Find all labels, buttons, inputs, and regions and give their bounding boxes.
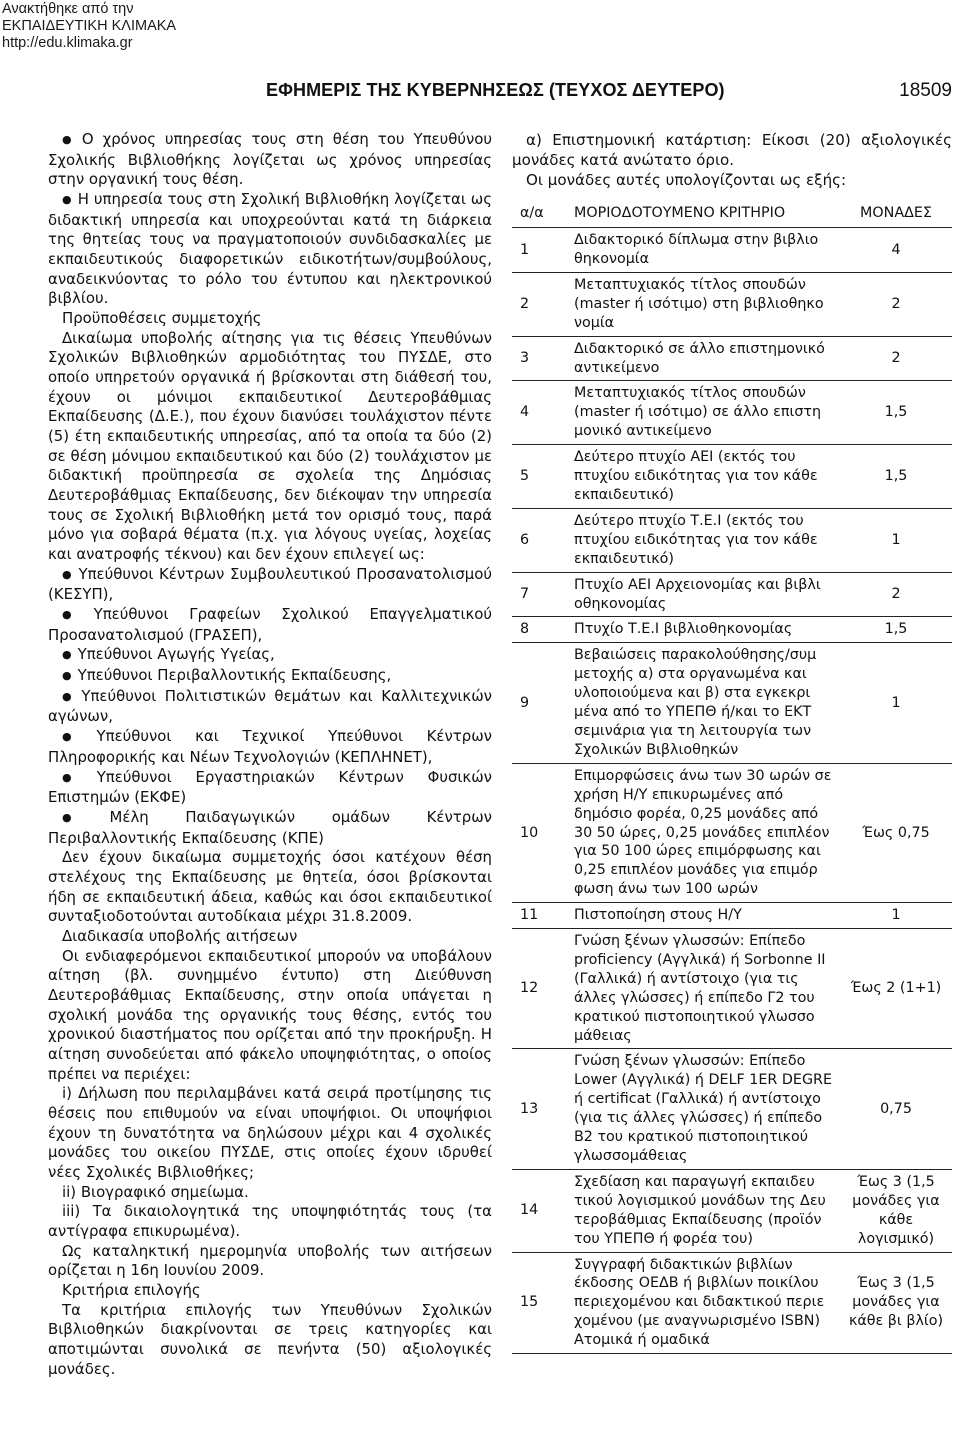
table-row — [512, 272, 952, 336]
paragraph: Δικαίωμα υποβολής αίτησης για τις θέσεις Υπευθύνων Σχολικών Βιβλιοθηκών αρμοδιότητας του ΠΥΣΔΕ, στο οποίο υπηρετούν οργανικά ή βρίσκονται στη διάθεσή του, έχουν οι μόνιμοι εκπαιδευτικοί Δευτεροβάθμιας Εκπαίδευσης (Δ.Ε.), που έχουν διανύσει τουλάχιστον πέντε (5) έτη εκπαιδευτικής υπηρεσίας, από τα οποία τα δύο (2) σε θέση μόνιμου εκπαιδευτικού και δύο (2) τουλάχιστον με διδακτική προϋπηρεσία σε σχολεία της Δημόσιας Δευτεροβάθμιας Εκπαίδευσης, δεν διέκοψαν την υπηρεσία τους σε Σχολική Βιβλιοθήκη μετά τον ορισμό τους, παρά μόνο για σοβαρά θέματα (π.χ. για λόγους υγείας, λοχείας και ανατροφής τέκνου) και δεν έχουν επιλεγεί ως: — [48, 328, 492, 564]
row-criterion: Διδακτορικό δίπλωμα στην βιβλιο θηκονομία — [568, 228, 840, 273]
header-number: α/α — [520, 204, 544, 221]
row-points: Έως 3 (1,5 μονάδες για κάθε λογισμικό) — [840, 1169, 952, 1252]
bullet-item: ● Μέλη Παιδαγωγικών ομάδων Κέντρων Περιβαλλοντικής Εκπαίδευσης (ΚΠΕ) — [48, 808, 492, 848]
row-points: 0,75 — [840, 1049, 952, 1169]
row-number: 14 — [512, 1169, 568, 1252]
table-header-row — [512, 199, 952, 228]
row-number: 5 — [512, 445, 568, 509]
row-points: 1 — [840, 903, 952, 929]
row-points: 1,5 — [840, 617, 952, 643]
page-header — [0, 80, 960, 104]
row-criterion: Δεύτερο πτυχίο ΑΕΙ (εκτός του πτυχίου ειδικότητας για τον κάθε εκπαιδευτικό) — [568, 445, 840, 509]
table-row — [512, 1169, 952, 1252]
page-number: 18509 — [899, 80, 952, 101]
table-row — [512, 929, 952, 1049]
paragraph: Δεν έχουν δικαίωμα συμμετοχής όσοι κατέχουν θέση στελέχους της Εκπαίδευσης με θητεία, όσοι βρίσκονται ήδη σε εκπαιδευτική άδεια, καθώς και όσοι εκπαιδευτικοί συνταξιοδοτούνται αυτοδίκαια μέχρι 31.8.2009. — [48, 848, 492, 926]
paragraph: i) Δήλωση που περιλαμβάνει κατά σειρά προτίμησης τις θέσεις που επιθυμούν να είναι υποψήφιοι. Οι υποψήφιοι έχουν τη δυνατότητα να δηλώσουν μέχρι και 4 σχολικές μονάδες του οικείου ΠΥΣΔΕ, στις οποίες έχουν ιδρυθεί νέες Σχολικές Βιβλιοθήκες; — [48, 1084, 492, 1181]
bullet-item: ● Ο χρόνος υπηρεσίας τους στη θέση του Υπευθύνου Σχολικής Βιβλιοθήκης λογίζεται ως χρόνος υπηρεσίας στην οργανική τους θέση. — [48, 130, 492, 190]
paragraph: Ως καταληκτική ημερομηνία υποβολής των αιτήσεων ορίζεται η 16η Ιουνίου 2009. — [48, 1241, 492, 1280]
bullet-item: ● Υπεύθυνοι Περιβαλλοντικής Εκπαίδευσης, — [48, 666, 492, 687]
row-points: 2 — [840, 336, 952, 381]
criteria-intro: α) Επιστημονική κατάρτιση: Είκοσι (20) αξιολογικές μονάδες κατά ανώτατο όριο. — [512, 131, 952, 170]
table-row — [512, 228, 952, 273]
row-number: 6 — [512, 508, 568, 572]
watermark-line-1: Ανακτήθηκε από την — [2, 1, 134, 17]
table-row — [512, 572, 952, 617]
paragraph: Τα κριτήρια επιλογής των Υπευθύνων Σχολικών Βιβλιοθηκών διακρίνονται σε τρεις κατηγορίες και αποτιμώνται συνολικά σε πενήντα (50) αξιολογικές μονάδες. — [48, 1300, 492, 1378]
row-points: 2 — [840, 572, 952, 617]
row-points: 2 — [840, 272, 952, 336]
row-number: 1 — [512, 228, 568, 273]
row-criterion: Πτυχίο ΑΕΙ Αρχειονομίας και βιβλι οθηκονομίας — [568, 572, 840, 617]
left-column — [48, 130, 492, 1379]
table-row — [512, 1252, 952, 1354]
row-number: 9 — [512, 643, 568, 763]
criteria-table — [512, 199, 952, 1354]
row-criterion: Διδακτορικό σε άλλο επιστημονικό αντικείμενο — [568, 336, 840, 381]
row-number: 11 — [512, 903, 568, 929]
table-row — [512, 643, 952, 763]
section-heading: Κριτήρια επιλογής — [62, 1280, 201, 1299]
bullet-item: ● Υπεύθυνοι Αγωγής Υγείας, — [48, 645, 492, 666]
row-number: 3 — [512, 336, 568, 381]
row-points: Έως 2 (1+1) — [840, 929, 952, 1049]
row-number: 13 — [512, 1049, 568, 1169]
bullet-item: ● Η υπηρεσία τους στη Σχολική Βιβλιοθήκη λογίζεται ως διδακτική υπηρεσία και υποχρεούνται κατά τη διάρκεια της θητείας τους να πραγματοποιούν συνδιδασκαλίες με εκπαιδευτικούς διαφορετικών ειδικοτήτων/συμβούλους, αναδεικνύοντας το ρόλο του έντυπου και ηλεκτρονικού βιβλίου. — [48, 190, 492, 309]
bullet-item: ● Υπεύθυνοι και Τεχνικοί Υπεύθυνοι Κέντρων Πληροφορικής και Νέων Τεχνολογιών (ΚΕΠΛΗΝΕΤ), — [48, 727, 492, 767]
bullet-item: ● Υπεύθυνοι Πολιτιστικών θεμάτων και Καλλιτεχνικών αγώνων, — [48, 687, 492, 727]
section-heading: Διαδικασία υποβολής αιτήσεων — [62, 926, 298, 945]
header-criterion: ΜΟΡΙΟΔΟΤΟΥΜΕΝΟ ΚΡΙΤΗΡΙΟ — [574, 204, 786, 221]
watermark-line-2: ΕΚΠΑΙΔΕΥΤΙΚΗ ΚΛΙΜΑΚΑ — [2, 18, 177, 34]
row-criterion: Γνώση ξένων γλωσσών: Επίπεδο Lower (Αγγλικά) ή DELF 1ER DEGRE ή certificat (Γαλλικά) ή αντίστοιχο (για τις άλλες γλώσσες) ή επίπεδο Β2 του κρατικού πιστοποιητικού γλωσσομάθειας — [568, 1049, 840, 1169]
row-points: Έως 0,75 — [840, 763, 952, 902]
row-points: 1,5 — [840, 381, 952, 445]
bullet-item: ● Υπεύθυνοι Γραφείων Σχολικού Επαγγελματικού Προσανατολισμού (ΓΡΑΣΕΠ), — [48, 605, 492, 645]
row-number: 2 — [512, 272, 568, 336]
bullet-item: ● Υπεύθυνοι Κέντρων Συμβουλευτικού Προσανατολισμού (ΚΕΣΥΠ), — [48, 565, 492, 605]
row-number: 12 — [512, 929, 568, 1049]
row-number: 15 — [512, 1252, 568, 1354]
row-criterion: Βεβαιώσεις παρακολούθησης/συμ μετοχής α) στα οργανωμένα και υλοποιούμενα και β) στα εγκεκρι μένα από το ΥΠΕΠΘ ή/και το ΕΚΤ σεμινάρια για τη λειτουργία των Σχολικών Βιβλιοθηκών — [568, 643, 840, 763]
row-number: 8 — [512, 617, 568, 643]
row-points: Έως 3 (1,5 μονάδες για κάθε βι βλίο) — [840, 1252, 952, 1354]
paragraph: Οι ενδιαφερόμενοι εκπαιδευτικοί μπορούν να υποβάλουν αίτηση (βλ. συνημμένο έντυπο) στη Διεύθυνση Δευτεροβάθμιας Εκπαίδευσης, στην οποία υπάγεται η σχολική μονάδα της οργανικής τους θέσης, εντός του χρονικού διαστήματος που ορίζεται από την προκήρυξη. Η αίτηση συνοδεύεται από φάκελο υποψηφιότητας, ο οποίος πρέπει να περιέχει: — [48, 946, 492, 1083]
row-number: 7 — [512, 572, 568, 617]
paragraph: iii) Τα δικαιολογητικά της υποψηφιότητάς τους (τα αντίγραφα επικυρωμένα). — [48, 1202, 492, 1240]
watermark — [2, 1, 176, 52]
table-row — [512, 617, 952, 643]
row-criterion: Επιμορφώσεις άνω των 30 ωρών σε χρήση Η/Υ επικυρωμένες από δημόσιο φορέα, 0,25 μονάδες από 30 50 ώρες, 0,25 μονάδες επιπλέον για 50 100 ώρες επιμόρφωσης και 0,25 επιπλέον μονάδες για επιμόρ φωση άνω των 100 ωρών — [568, 763, 840, 902]
table-row — [512, 381, 952, 445]
paragraph: ii) Βιογραφικό σημείωμα. — [62, 1182, 249, 1201]
header-points: ΜΟΝΑΔΕΣ — [860, 204, 932, 221]
table-row — [512, 336, 952, 381]
row-points: 1,5 — [840, 445, 952, 509]
right-column — [512, 130, 952, 1354]
table-row — [512, 445, 952, 509]
row-number: 4 — [512, 381, 568, 445]
table-row — [512, 903, 952, 929]
row-points: 1 — [840, 508, 952, 572]
row-criterion: Γνώση ξένων γλωσσών: Επίπεδο proficiency (Αγγλικά) ή Sorbonne II (Γαλλικά) ή αντίστοιχο (για τις άλλες γλώσσες) ή επίπεδο Γ2 του κρατικού πιστοποιητικού γλωσσο μάθειας — [568, 929, 840, 1049]
table-row — [512, 508, 952, 572]
row-criterion: Δεύτερο πτυχίο Τ.Ε.Ι (εκτός του πτυχίου ειδικότητας για τον κάθε εκπαιδευτικό) — [568, 508, 840, 572]
row-points: 1 — [840, 643, 952, 763]
section-heading: Προϋποθέσεις συμμετοχής — [62, 309, 262, 328]
row-number: 10 — [512, 763, 568, 902]
page-title: ΕΦΗΜΕΡΙΣ ΤΗΣ ΚΥΒΕΡΝΗΣΕΩΣ (ΤΕΥΧΟΣ ΔΕΥΤΕΡΟ) — [266, 80, 725, 100]
row-criterion: Συγγραφή διδακτικών βιβλίων έκδοσης ΟΕΔΒ ή βιβλίων ποικίλου περιεχομένου και διδακτικού περιε χομένου (με αναγνωρισμένο ISBN) Ατομικά ή ομαδικά — [568, 1252, 840, 1354]
row-criterion: Μεταπτυχιακός τίτλος σπουδών (master ή ισότιμο) σε άλλο επιστη μονικό αντικείμενο — [568, 381, 840, 445]
watermark-link[interactable]: http://edu.klimaka.gr — [2, 35, 133, 51]
row-criterion: Πτυχίο Τ.Ε.Ι βιβλιοθηκονομίας — [568, 617, 840, 643]
row-points: 4 — [840, 228, 952, 273]
row-criterion: Σχεδίαση και παραγωγή εκπαιδευ τικού λογισμικού μονάδων της Δευ τεροβάθμιας Εκπαίδευσης (προϊόν του ΥΠΕΠΘ ή φορέα του) — [568, 1169, 840, 1252]
table-row — [512, 1049, 952, 1169]
criteria-intro-2: Οι μονάδες αυτές υπολογίζονται ως εξής: — [526, 171, 847, 190]
row-criterion: Μεταπτυχιακός τίτλος σπουδών (master ή ισότιμο) στη βιβλιοθηκο νομία — [568, 272, 840, 336]
bullet-item: ● Υπεύθυνοι Εργαστηριακών Κέντρων Φυσικών Επιστημών (ΕΚΦΕ) — [48, 768, 492, 808]
table-row — [512, 763, 952, 902]
row-criterion: Πιστοποίηση στους Η/Υ — [568, 903, 840, 929]
